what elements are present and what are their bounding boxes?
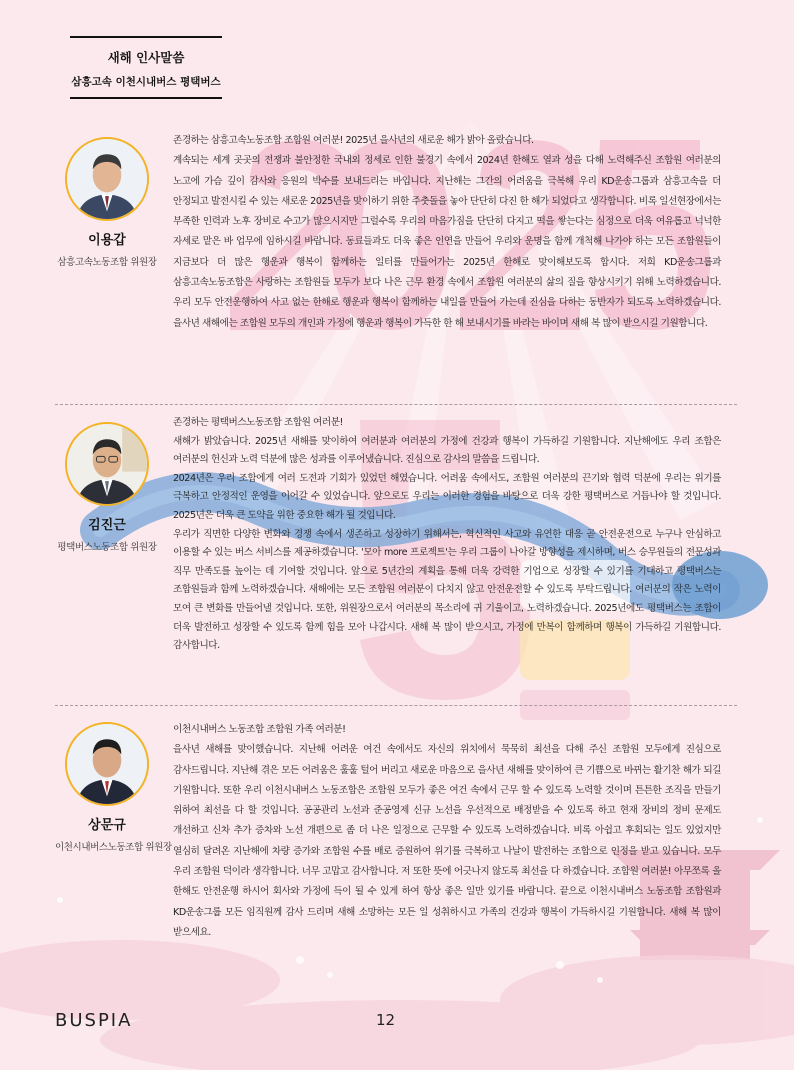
portrait-photo <box>67 724 147 804</box>
greeting-message <box>173 720 721 943</box>
person-role: 이천시내버스노동조합 위원장 <box>55 842 172 853</box>
avatar <box>65 137 149 221</box>
person-name: 김진근 <box>88 518 126 533</box>
message-paragraph: 이천시내버스 노동조합 조합원 가족 여러분! <box>173 724 346 735</box>
person-card <box>55 137 159 268</box>
message-paragraph: 새해가 밝았습니다. 2025년 새해를 맞이하여 여러분과 여러분의 가정에 건강과 행복이 가득하길 기원합니다. 지난해에도 우리 조합은 여러분의 헌신과 노력 덕분에 많은 성과를 이루어냈습니다. 진심으로 감사의 말씀을 드립니다. <box>173 435 721 466</box>
header-bottom-rule <box>70 97 222 99</box>
person-name: 상문규 <box>88 818 126 833</box>
message-paragraph: 존경하는 삼흥고속노동조합 조합원 여러분! 2025년 을사년의 새로운 해가 밝아 올랐습니다. <box>173 135 534 146</box>
message-paragraph: 우리가 직면한 다양한 변화와 경쟁 속에서 생존하고 성장하기 위해서는, 혁신적인 사고와 유연한 대응 곧 안전운전으로 누구나 안심하고 이용할 수 있는 버스 서비스를 제공하겠습니다. '모아 more 프로젝트'는 우리 그룹이 나아갈 방향성을 제시하며, 버스 승무원들의 전문성과 직무 만족도를 높이는 데 기여할 것입니다. 앞으로 5년간의 계획을 통해 더욱 강력한 기업으로 성장할 수 있기를 기대하고 평택버스는 조합원들과 함께 노력하겠습니다. 새해에는 모든 조합원 여러분이 다치지 않고 안전운전할 수 있도록 부탁드립니다. 여러분의 작은 노력이 모여 큰 변화를 만들어낼 것입니다. 또한, 위원장으로서 여러분의 목소리에 귀 기울이고, 노력하겠습니다. 2025년에도 평택버스는 조합이 더욱 발전하고 성장할 수 있도록 함께 힘을 모아 나갑시다. 새해 복 많이 받으시고, 가정에 만복이 함께하며 행복이 가득하길 기원합니다. 감사합니다. <box>173 528 721 652</box>
message-paragraph: 을사년 새해를 맞이했습니다. 지난해 어려운 여건 속에서도 자신의 위치에서 묵묵히 최선을 다해 주신 조합원 모두에게 진심으로 감사드립니다. 지난해 겪은 모든 어려움은 훌훌 털어 버리고 새로운 마음으로 을사년 새해를 맞이하여 큰 기쁨으로 바뀌는 활기찬 해가 되길 기원합니다. 또한 우리 이천시내버스 노동조합은 조합원 모두가 좋은 여건 속에서 근무 할 수 있도록 노력할 것이며 튼튼한 조직을 만들기 위하여 최선을 다 할 것입니다. 공공관리 노선과 준공영제 신규 노선을 우선적으로 배정받을 수 있도록 하고 현재 장비의 정비 문제도 개선하고 신차 추가 증차와 노선 개편으로 좀 더 나은 일정으로 근무할 수 있도록 노력하겠습니다. 비록 아쉽고 후회되는 일도 있었지만 열심히 달려온 지난해에 차량 증가와 조합원 수를 배로 증원하여 위기를 극복하고 나날이 발전하는 조합으로 인정을 받고 있습니다. 모두 우리 조합원 덕이라 생각합니다. 너무 고맙고 감사합니다. 저 또한 뜻에 어긋나지 않도록 최선을 다 하겠습니다. 조합원 여러분! 아무쪼록 올 한해도 안전운행 하시어 회사와 가정에 득이 될 수 있게 하여 항상 좋은 일만 있기를 바랍니다. 끝으로 이천시내버스 노동조합 조합원과 KD운송그룹 모든 임직원께 감사 드리며 새해 소망하는 모든 일 성취하시고 가족의 건강과 행복이 가득하시길 기원합니다. 새해 복 많이 받으세요. <box>173 744 721 938</box>
page-title: 새해 인사말씀 <box>107 50 185 65</box>
avatar <box>65 722 149 806</box>
message-paragraph: 2024년은 우리 조합에게 여러 도전과 기회가 있었던 해였습니다. 어려움 속에서도, 조합원 여러분의 끈기와 협력 덕분에 우리는 위기를 극복하고 안정적인 운영을 이어갈 수 있었습니다. 앞으로도 우리는 이러한 경험을 바탕으로 더욱 강한 평택버스로 거듭나야 할 것입니다. 2025년은 더욱 큰 도약을 위한 중요한 해가 될 것입니다. <box>173 472 721 521</box>
message-paragraph: 존경하는 평택버스노동조합 조합원 여러분! <box>173 417 343 428</box>
avatar <box>65 422 149 506</box>
greeting-message <box>173 131 721 334</box>
section-header <box>70 36 222 99</box>
message-paragraph: 계속되는 세계 곳곳의 전쟁과 불안정한 국내외 정세로 인한 불경기 속에서 2024년 한해도 열과 성을 다해 노력해주신 조합원 여러분의 노고에 가슴 깊이 감사와 응원의 박수를 보내드리는 바입니다. 지난해는 그간의 어려움을 극복해 우리 KD운송그룹과 삼흥고속을 더 안정되고 발전시킬 수 있는 새로운 2025년을 맞이하기 위한 주춧돌을 놓아 단단히 다진 한 해가 되었다고 생각합니다. 비록 일선현장에서는 부족한 인력과 노후 장비로 수고가 많으시지만 그럴수록 우리의 마음가짐을 단단히 다지고 떡을 쌓는다는 심정으로 더욱 여유롭고 넉넉한 자세로 맡은 바 업무에 임하시길 바랍니다. 동료들과도 더욱 좋은 인연을 만들어 우리와 운명을 함께 개척해 나가야 하는 모든 조합원들이 지금보다 더 많은 행운과 행복이 함께하는 일터를 만들어가는 2025년 한해로 맞이해보도록 합시다. 저희 KD운송그룹과 삼흥고속노동조합은 사랑하는 조합원들 모두가 보다 나은 근무 환경 속에서 조합원 여러분의 삶의 질을 향상시키기 위해 노력하겠습니다. 우리 모두 안전운행하여 사고 없는 한해로 행운과 행복이 함께하는 내일을 만들어 가는데 진심을 다하는 동반자가 되도록 노력하겠습니다. 을사년 새해에는 조합원 모두의 개인과 가정에 행운과 행복이 가득한 한 해 보내시기를 바라는 바이며 새해 복 많이 받으시길 기원합니다. <box>173 155 721 329</box>
header-top-rule <box>70 36 222 38</box>
page-number: 12 <box>376 1011 396 1029</box>
person-name: 이용갑 <box>88 233 126 248</box>
portrait-photo <box>67 424 147 504</box>
greeting-message <box>173 414 721 656</box>
person-card <box>55 422 159 553</box>
page-subtitle: 삼흥고속 이천시내버스 평택버스 <box>71 76 221 88</box>
person-role: 평택버스노동조합 위원장 <box>57 542 157 553</box>
buspia-logo: BUSPIA <box>55 1010 133 1031</box>
person-card <box>55 722 172 853</box>
section-divider <box>55 705 737 706</box>
portrait-photo <box>67 139 147 219</box>
section-divider <box>55 404 737 405</box>
person-role: 삼흥고속노동조합 위원장 <box>57 257 157 268</box>
